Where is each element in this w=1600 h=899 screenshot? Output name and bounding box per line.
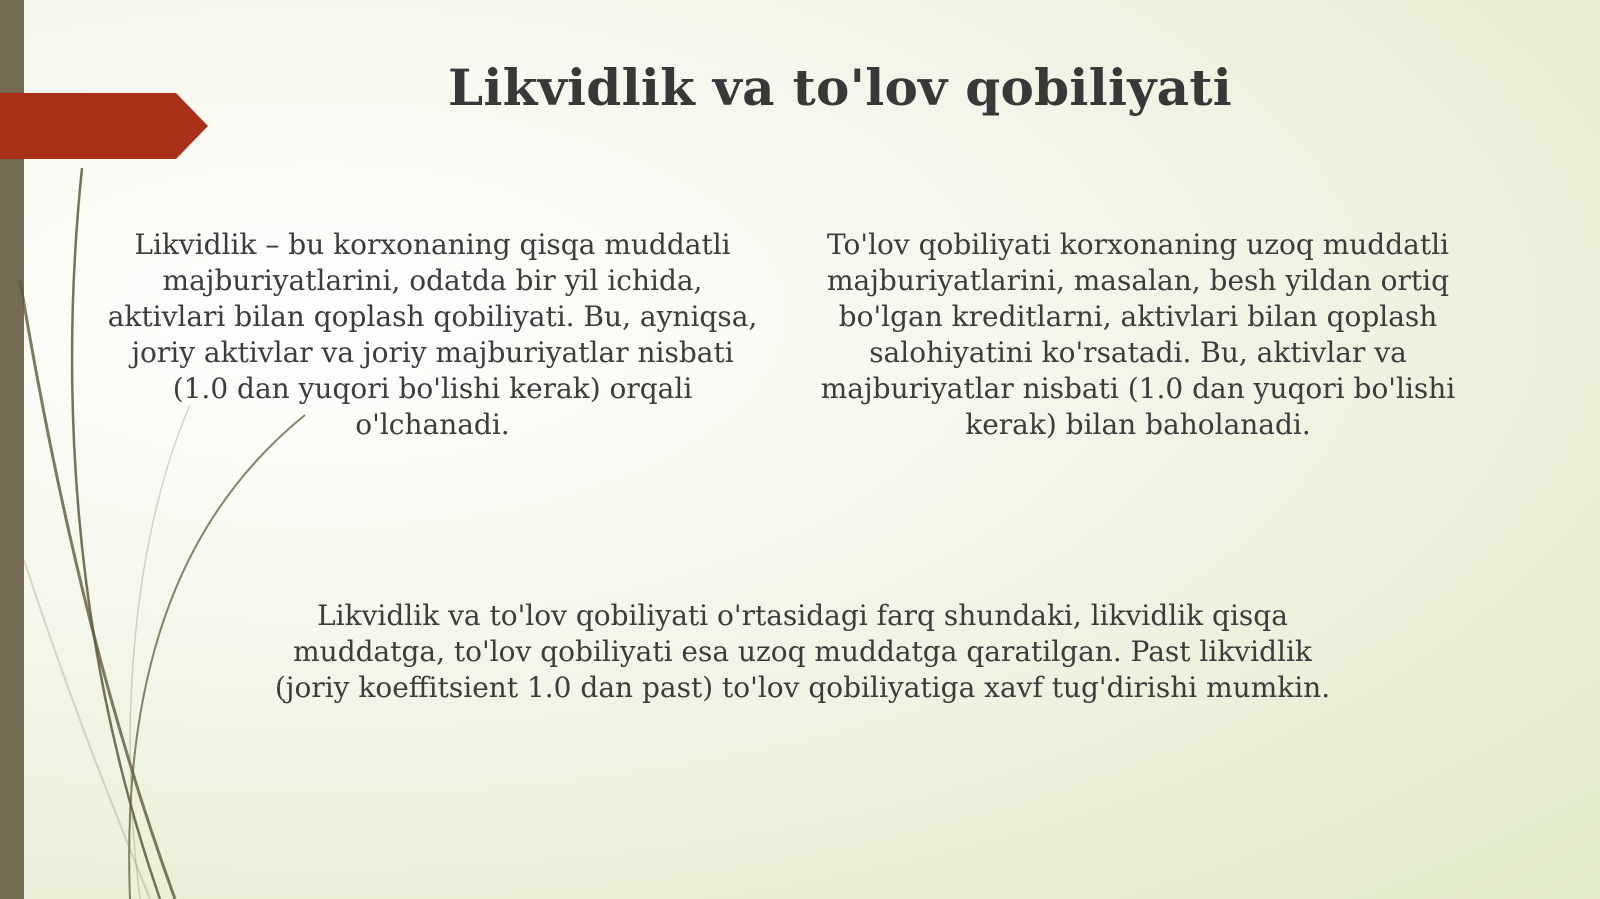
slide-title: Likvidlik va to'lov qobiliyati [447,58,1233,117]
difference-summary-text: Likvidlik va to'lov qobiliyati o'rtasidagi farq shundaki, likvidlik qisqa muddatga, to'lov qobiliyati esa uzoq muddatga qaratilgan. Past likvidlik (joriy koeffitsient 1.0 dan past) to'lov qobiliyatiga xavf tug'dirishi mumkin. [274,599,1331,704]
solvency-definition-text: To'lov qobiliyati korxonaning uzoq muddatli majburiyatlarini, masalan, besh yildan ortiq bo'lgan kreditlarni, aktivlari bilan qoplash salohiyatini ko'rsatadi. Bu, aktivlar va majburiyatlar nisbati (1.0 dan yuqori bo'lishi kerak) bilan baholanadi. [820,228,1456,441]
title-arrow-shape [0,93,208,159]
liquidity-definition-text: Likvidlik – bu korxonaning qisqa muddatli majburiyatlarini, odatda bir yil ichida, aktivlari bilan qoplash qobiliyati. Bu, ayniqsa, joriy aktivlar va joriy majburiyatlar nisbati (1.0 dan yuqori bo'lishi kerak) orqali o'lchanadi. [107,228,758,441]
